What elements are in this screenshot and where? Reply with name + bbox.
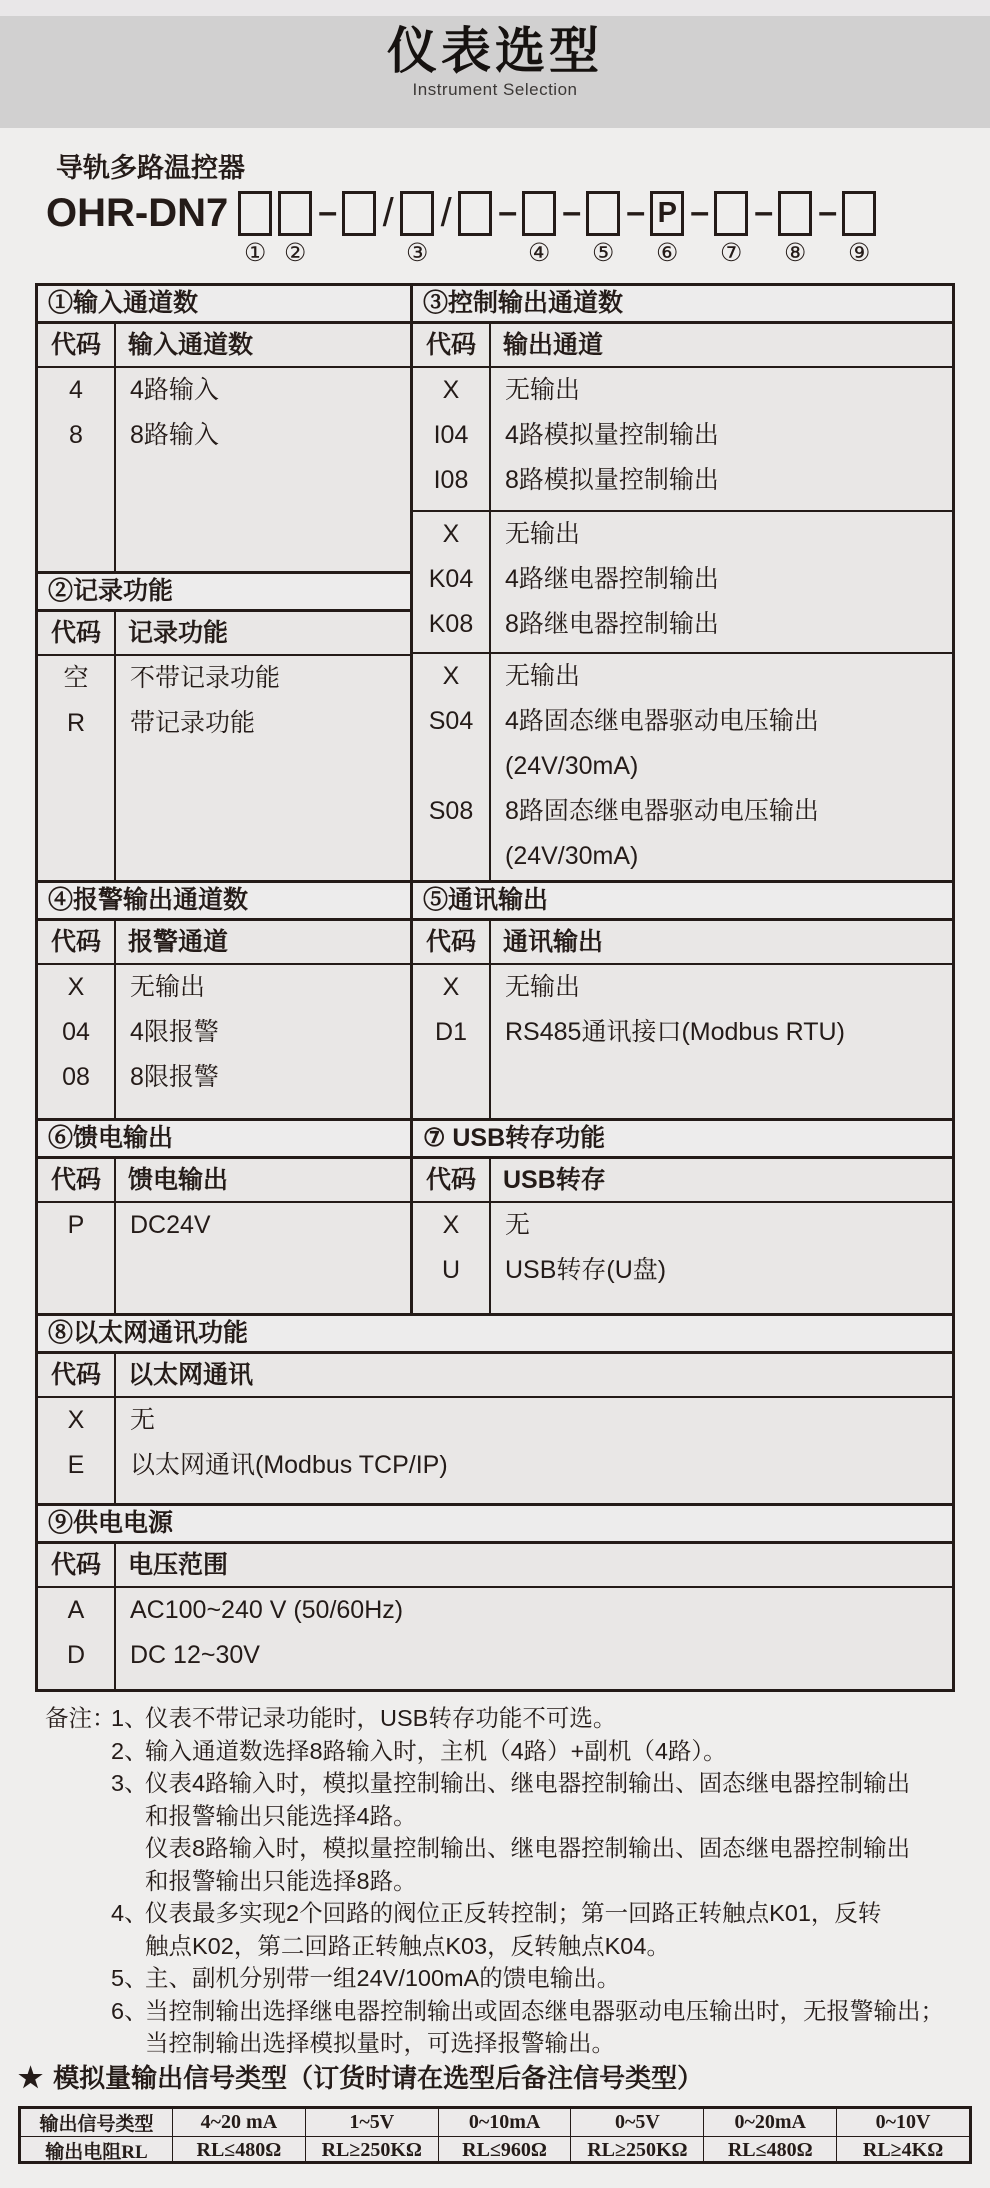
output-group-ssr bbox=[413, 652, 952, 880]
resistance-value: RL≥4KΩ bbox=[862, 2139, 944, 2161]
position-label-6: ⑥ bbox=[656, 239, 679, 267]
filler-row bbox=[38, 746, 410, 880]
row-code bbox=[38, 1678, 116, 1689]
star-icon: ★ bbox=[18, 2062, 44, 2093]
model-box-2 bbox=[278, 191, 312, 236]
row-code bbox=[413, 744, 491, 789]
col-header-desc: 以太网通讯 bbox=[128, 1361, 254, 1389]
row-code bbox=[413, 834, 491, 879]
row-desc: 无输出 bbox=[505, 520, 581, 548]
row-desc: 8限报警 bbox=[130, 1063, 219, 1091]
signal-row-label: 输出信号类型 bbox=[21, 2109, 173, 2136]
row-desc: 无 bbox=[130, 1406, 156, 1434]
position-label-3: ③ bbox=[406, 239, 429, 267]
row-desc: 4路输入 bbox=[130, 376, 219, 404]
model-prefix-item bbox=[46, 188, 232, 268]
model-box-7 bbox=[714, 191, 748, 236]
resistance-value: RL≥250KΩ bbox=[571, 2137, 704, 2164]
table-row-1 bbox=[38, 286, 952, 880]
row-desc: 无输出 bbox=[505, 662, 581, 690]
table-row bbox=[38, 1010, 410, 1055]
section-4-header bbox=[38, 921, 410, 965]
row-code: X bbox=[413, 1203, 491, 1248]
row-code: S04 bbox=[413, 699, 491, 744]
table-row bbox=[38, 1443, 952, 1488]
row-code: E bbox=[38, 1443, 116, 1488]
model-box-3b bbox=[400, 191, 434, 236]
selection-table bbox=[35, 283, 955, 1692]
resistance-row-label: 输出电阻RL bbox=[21, 2137, 173, 2164]
section-5-column bbox=[413, 883, 952, 1118]
col-header-code: 代码 bbox=[38, 1544, 116, 1586]
analog-signal-heading bbox=[18, 2058, 703, 2095]
row-desc bbox=[491, 1055, 952, 1118]
table-row-4 bbox=[38, 1313, 952, 1503]
row-desc bbox=[491, 1293, 952, 1313]
table-row bbox=[38, 368, 410, 413]
section-6-header bbox=[38, 1159, 410, 1203]
note-number: 6、 bbox=[111, 1997, 148, 2024]
note-text: 当控制输出选择模拟量时，可选择报警输出。 bbox=[145, 2030, 615, 2056]
model-dash bbox=[498, 188, 516, 266]
analog-signal-title: 模拟量输出信号类型（订货时请在选型后备注信号类型） bbox=[53, 2063, 704, 2093]
filler-row bbox=[38, 1248, 410, 1313]
row-desc: 无输出 bbox=[505, 376, 581, 404]
row-desc2: (24V/30mA) bbox=[505, 842, 639, 870]
section-9-body bbox=[38, 1588, 952, 1689]
signal-value: 0~10V bbox=[875, 2111, 931, 2133]
page-title: 仪表选型 bbox=[387, 23, 603, 79]
note-text: 当控制输出选择继电器控制输出或固态继电器驱动电压输出时，无报警输出； bbox=[145, 1997, 944, 2024]
col-header-code: 代码 bbox=[38, 921, 116, 963]
filler-row bbox=[413, 1055, 952, 1118]
notes-label: 备注： bbox=[45, 1705, 116, 1731]
section-3-title: ③控制输出通道数 bbox=[413, 286, 952, 324]
model-dash bbox=[562, 188, 580, 266]
note-number: 5、 bbox=[111, 1965, 148, 1991]
model-segment-8 bbox=[778, 188, 812, 266]
note-line bbox=[45, 1865, 944, 1898]
row-code: I08 bbox=[413, 458, 491, 503]
dash-glyph: – bbox=[498, 193, 518, 231]
filler-row bbox=[38, 1488, 952, 1503]
model-box-3c bbox=[458, 191, 492, 236]
col-header-code: 代码 bbox=[38, 612, 116, 654]
note-text: 和报警输出只能选择4路。 bbox=[145, 1802, 417, 1829]
note-line bbox=[45, 1735, 944, 1768]
signal-value: 0~10mA bbox=[439, 2109, 572, 2136]
section-6-title: ⑥馈电输出 bbox=[38, 1121, 410, 1159]
row-code: 空 bbox=[38, 656, 116, 701]
col-header-desc: 通讯输出 bbox=[503, 928, 604, 956]
filler-row bbox=[413, 1293, 952, 1313]
top-strip bbox=[0, 0, 990, 16]
section-5-body bbox=[413, 965, 952, 1118]
model-slash bbox=[382, 188, 394, 268]
model-box-5 bbox=[586, 191, 620, 236]
row-code: 04 bbox=[38, 1010, 116, 1055]
table-row-continuation bbox=[413, 834, 952, 879]
table-row bbox=[38, 656, 410, 701]
section-6-column bbox=[38, 1121, 413, 1313]
note-text: 仪表不带记录功能时，USB转存功能不可选。 bbox=[145, 1705, 617, 1731]
row-code: R bbox=[38, 701, 116, 746]
section-7-title: ⑦ USB转存功能 bbox=[413, 1121, 952, 1159]
col-header-desc: 报警通道 bbox=[128, 928, 229, 956]
row-desc bbox=[116, 1248, 410, 1313]
signal-value: 0~5V bbox=[571, 2109, 704, 2136]
row-desc: 8路输入 bbox=[130, 421, 219, 449]
row-desc: 4路继电器控制输出 bbox=[505, 565, 719, 593]
row-code: X bbox=[38, 965, 116, 1010]
model-box-4 bbox=[522, 191, 556, 236]
section-3-column bbox=[413, 286, 952, 880]
row-code: K04 bbox=[413, 557, 491, 602]
table-row bbox=[38, 1588, 952, 1633]
table-row bbox=[413, 602, 952, 647]
note-text: 触点K02，第二回路正转触点K03，反转触点K04。 bbox=[145, 1932, 670, 1959]
dash-glyph: – bbox=[562, 193, 582, 231]
note-text: 输入通道数选择8路输入时，主机（4路）+副机（4路）。 bbox=[145, 1737, 727, 1764]
signal-type-row bbox=[21, 2109, 969, 2136]
note-text: 仪表最多实现2个回路的阀位正反转控制；第一回路正转触点K01，反转 bbox=[145, 1900, 882, 1926]
model-dash bbox=[754, 188, 772, 266]
section-4-body bbox=[38, 965, 410, 1118]
row-desc bbox=[116, 458, 410, 571]
row-desc: RS485通讯接口(Modbus RTU) bbox=[505, 1018, 845, 1046]
row-code: S08 bbox=[413, 789, 491, 834]
section-1-body bbox=[38, 368, 410, 571]
section-2-header bbox=[38, 612, 410, 656]
section-1-2-column bbox=[38, 286, 413, 880]
section-8-column bbox=[38, 1316, 952, 1503]
row-desc bbox=[116, 746, 410, 880]
row-desc: 带记录功能 bbox=[130, 709, 256, 737]
row-code: X bbox=[413, 654, 491, 699]
note-text: 主、副机分别带一组24V/100mA的馈电输出。 bbox=[145, 1965, 621, 1991]
table-row bbox=[413, 557, 952, 602]
row-code bbox=[38, 1488, 116, 1503]
note-line bbox=[45, 1962, 944, 1995]
row-code: X bbox=[413, 368, 491, 413]
row-code: D bbox=[38, 1633, 116, 1678]
position-label-9: ⑨ bbox=[848, 239, 871, 267]
model-box-9 bbox=[842, 191, 876, 236]
col-header-code: 代码 bbox=[38, 1159, 116, 1201]
row-desc: 4路固态继电器驱动电压输出 bbox=[505, 707, 819, 735]
row-desc: 4路模拟量控制输出 bbox=[505, 421, 719, 449]
table-row bbox=[38, 1398, 952, 1443]
row-code bbox=[38, 746, 116, 880]
product-name: 导轨多路温控器 bbox=[56, 153, 245, 183]
note-line bbox=[45, 1767, 944, 1800]
model-box-8 bbox=[778, 191, 812, 236]
model-box-feed: P bbox=[650, 191, 684, 236]
table-row bbox=[413, 512, 952, 557]
table-row bbox=[413, 654, 952, 699]
row-desc: 无输出 bbox=[130, 973, 206, 1001]
section-1-title: ①输入通道数 bbox=[38, 286, 410, 324]
row-desc: 8路固态继电器驱动电压输出 bbox=[505, 797, 819, 825]
row-desc: 不带记录功能 bbox=[130, 664, 281, 692]
table-row bbox=[38, 701, 410, 746]
model-segment-4 bbox=[522, 188, 556, 266]
section-2-title: ②记录功能 bbox=[38, 571, 410, 612]
position-label-8: ⑧ bbox=[784, 239, 807, 267]
filler-row bbox=[413, 503, 952, 510]
col-header-desc: USB转存 bbox=[503, 1166, 606, 1194]
row-code: K08 bbox=[413, 602, 491, 647]
model-slash bbox=[440, 188, 452, 268]
note-number: 4、 bbox=[111, 1900, 148, 1926]
table-row bbox=[413, 413, 952, 458]
page-header bbox=[0, 16, 990, 128]
note-line bbox=[45, 1702, 944, 1735]
col-header-desc: 输出通道 bbox=[503, 331, 604, 359]
table-row bbox=[38, 413, 410, 458]
table-row bbox=[38, 1633, 952, 1678]
signal-value: 0~20mA bbox=[704, 2109, 837, 2136]
row-desc: 8路模拟量控制输出 bbox=[505, 466, 719, 494]
note-number: 1、 bbox=[111, 1705, 148, 1731]
row-code bbox=[38, 1100, 116, 1118]
section-5-title: ⑤通讯输出 bbox=[413, 883, 952, 921]
col-header-code: 代码 bbox=[413, 921, 491, 963]
row-code bbox=[413, 1055, 491, 1118]
resistance-value: RL≤480Ω bbox=[173, 2137, 306, 2164]
table-row-2 bbox=[38, 880, 952, 1118]
position-label-2: ② bbox=[284, 239, 307, 267]
table-row-3 bbox=[38, 1118, 952, 1313]
section-7-body bbox=[413, 1203, 952, 1313]
model-segment-3b bbox=[400, 188, 434, 266]
row-code: 4 bbox=[38, 368, 116, 413]
model-dash bbox=[626, 188, 644, 266]
row-code: 8 bbox=[38, 413, 116, 458]
filler-row bbox=[38, 1678, 952, 1689]
row-code: X bbox=[413, 512, 491, 557]
row-code: P bbox=[38, 1203, 116, 1248]
model-segment-3c bbox=[458, 188, 492, 266]
row-code: A bbox=[38, 1588, 116, 1633]
resistance-row bbox=[21, 2136, 969, 2164]
col-header-desc: 记录功能 bbox=[128, 619, 229, 647]
col-header-code: 代码 bbox=[413, 1159, 491, 1201]
signal-value: 1~5V bbox=[306, 2109, 439, 2136]
dash-glyph: – bbox=[818, 193, 838, 231]
row-desc bbox=[116, 1100, 410, 1118]
section-9-header bbox=[38, 1544, 952, 1588]
section-3-body bbox=[413, 368, 952, 880]
model-box-3a bbox=[342, 191, 376, 236]
row-desc: 无 bbox=[505, 1211, 531, 1239]
col-header-code: 代码 bbox=[413, 324, 491, 366]
table-row bbox=[413, 699, 952, 744]
table-row bbox=[38, 965, 410, 1010]
table-row bbox=[413, 1248, 952, 1293]
position-label-5: ⑤ bbox=[592, 239, 615, 267]
note-number: 2、 bbox=[111, 1737, 148, 1764]
model-segment-3a bbox=[342, 188, 376, 266]
col-header-desc: 馈电输出 bbox=[128, 1166, 229, 1194]
section-2-body bbox=[38, 656, 410, 880]
row-desc: DC 12~30V bbox=[130, 1641, 260, 1669]
row-code bbox=[413, 503, 491, 510]
table-row bbox=[38, 1055, 410, 1100]
section-8-title: ⑧以太网通讯功能 bbox=[38, 1316, 952, 1354]
resistance-value: RL≥250KΩ bbox=[306, 2137, 439, 2164]
output-group-relay bbox=[413, 510, 952, 652]
table-row-5 bbox=[38, 1503, 952, 1689]
row-desc bbox=[116, 1488, 952, 1503]
row-code: X bbox=[413, 965, 491, 1010]
table-row bbox=[413, 965, 952, 1010]
section-1-header bbox=[38, 324, 410, 368]
page-subtitle: Instrument Selection bbox=[412, 80, 578, 99]
model-segment-7 bbox=[714, 188, 748, 266]
note-text: 仪表4路输入时，模拟量控制输出、继电器控制输出、固态继电器控制输出 bbox=[145, 1770, 911, 1796]
table-row bbox=[413, 1203, 952, 1248]
note-text: 仪表8路输入时，模拟量控制输出、继电器控制输出、固态继电器控制输出 bbox=[145, 1835, 911, 1861]
note-line bbox=[45, 2027, 944, 2060]
resistance-value: RL≤960Ω bbox=[439, 2137, 572, 2164]
row-desc bbox=[116, 1678, 952, 1689]
model-dash bbox=[318, 188, 336, 266]
resistance-value: RL≤480Ω bbox=[704, 2137, 837, 2164]
row-code: I04 bbox=[413, 413, 491, 458]
table-row-continuation bbox=[413, 744, 952, 789]
row-code bbox=[413, 1293, 491, 1313]
table-row bbox=[413, 458, 952, 503]
row-code bbox=[38, 1248, 116, 1313]
row-desc: 无输出 bbox=[505, 973, 581, 1001]
section-8-body bbox=[38, 1398, 952, 1503]
model-box-1 bbox=[238, 191, 272, 236]
model-code-line bbox=[46, 188, 882, 268]
note-line bbox=[45, 1930, 944, 1963]
note-line bbox=[45, 1897, 944, 1930]
table-row bbox=[413, 789, 952, 834]
table-row bbox=[413, 1010, 952, 1055]
position-label-1: ① bbox=[244, 239, 267, 267]
dash-glyph: – bbox=[754, 193, 774, 231]
dash-glyph: – bbox=[626, 193, 646, 231]
row-code: D1 bbox=[413, 1010, 491, 1055]
section-7-column bbox=[413, 1121, 952, 1313]
position-label-4: ④ bbox=[528, 239, 551, 267]
notes-block bbox=[45, 1702, 944, 2060]
row-code: 08 bbox=[38, 1055, 116, 1100]
output-group-analog bbox=[413, 368, 952, 510]
col-header-desc: 电压范围 bbox=[128, 1551, 229, 1579]
note-line bbox=[45, 1832, 944, 1865]
slash-glyph: / bbox=[382, 191, 394, 235]
dash-glyph: – bbox=[318, 193, 338, 231]
row-desc: 以太网通讯(Modbus TCP/IP) bbox=[130, 1451, 448, 1479]
section-5-header bbox=[413, 921, 952, 965]
model-segment-9 bbox=[842, 188, 876, 266]
table-row bbox=[413, 368, 952, 413]
model-prefix: OHR-DN7 bbox=[46, 191, 229, 235]
row-desc: 4限报警 bbox=[130, 1018, 219, 1046]
note-line bbox=[45, 1995, 944, 2028]
row-code: U bbox=[413, 1248, 491, 1293]
section-6-body bbox=[38, 1203, 410, 1313]
slash-glyph: / bbox=[440, 191, 452, 235]
filler-row bbox=[38, 1100, 410, 1118]
note-line bbox=[45, 1800, 944, 1833]
model-segment-2 bbox=[278, 188, 312, 266]
col-header-code: 代码 bbox=[38, 1354, 116, 1396]
note-number: 3、 bbox=[111, 1770, 148, 1796]
note-text: 和报警输出只能选择8路。 bbox=[145, 1867, 417, 1894]
section-4-column bbox=[38, 883, 413, 1118]
position-label-7: ⑦ bbox=[720, 239, 743, 267]
dash-glyph: – bbox=[690, 193, 710, 231]
row-code: X bbox=[38, 1398, 116, 1443]
filler-row bbox=[38, 458, 410, 571]
row-desc2: (24V/30mA) bbox=[505, 752, 639, 780]
section-3-header bbox=[413, 324, 952, 368]
signal-value: 4~20 mA bbox=[173, 2109, 306, 2136]
model-dash bbox=[818, 188, 836, 266]
section-9-column bbox=[38, 1506, 952, 1689]
section-8-header bbox=[38, 1354, 952, 1398]
table-row bbox=[38, 1203, 410, 1248]
model-segment-5 bbox=[586, 188, 620, 266]
col-header-code: 代码 bbox=[38, 324, 116, 366]
model-segment-6 bbox=[650, 188, 684, 266]
row-desc: DC24V bbox=[130, 1211, 211, 1239]
section-4-title: ④报警输出通道数 bbox=[38, 883, 410, 921]
row-desc bbox=[491, 503, 952, 510]
analog-signal-table bbox=[18, 2106, 972, 2164]
row-desc: 8路继电器控制输出 bbox=[505, 610, 719, 638]
row-code bbox=[38, 458, 116, 571]
col-header-desc: 输入通道数 bbox=[128, 331, 254, 359]
row-desc: USB转存(U盘) bbox=[505, 1256, 667, 1284]
model-dash bbox=[690, 188, 708, 266]
section-7-header bbox=[413, 1159, 952, 1203]
row-desc: AC100~240 V (50/60Hz) bbox=[130, 1596, 404, 1624]
section-9-title: ⑨供电电源 bbox=[38, 1506, 952, 1544]
model-segment-1 bbox=[238, 188, 272, 266]
